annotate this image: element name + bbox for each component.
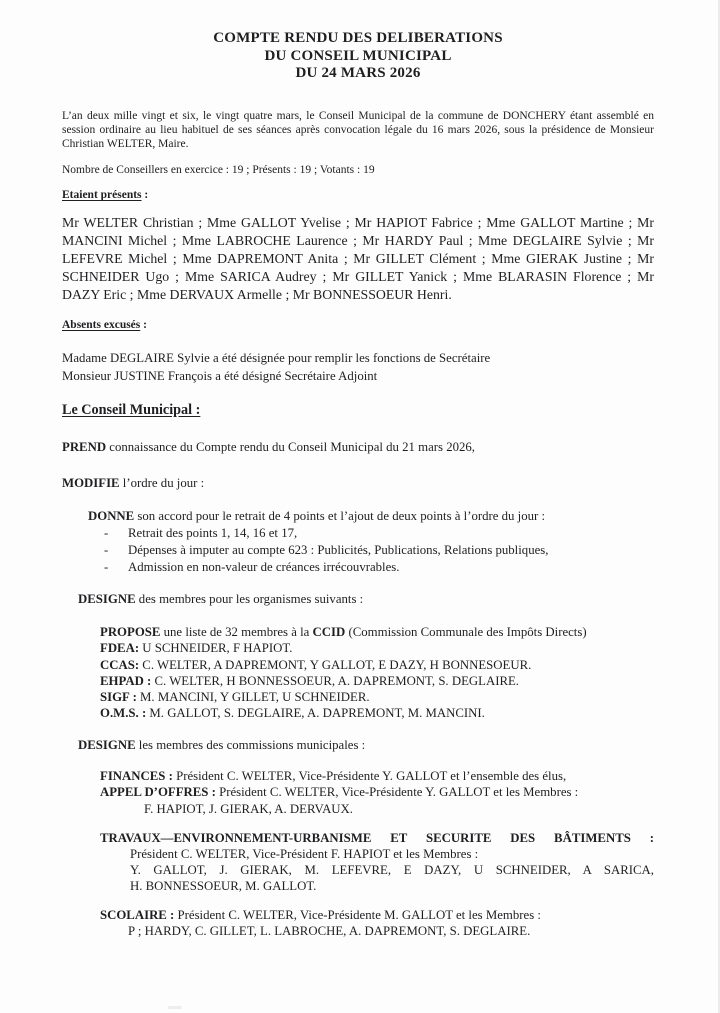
propose-lead: PROPOSE	[100, 625, 161, 640]
present-heading-text: Etaient présents	[62, 189, 142, 201]
donne-text: son accord pour le retrait de 4 points et l’ajout de deux points à l’ordre du jour :	[134, 509, 546, 524]
prend-paragraph	[62, 439, 654, 456]
prend-lead: PREND	[62, 440, 107, 455]
donne-item: - Retrait des points 1, 14, 16 et 17,	[102, 525, 654, 542]
council-heading	[62, 402, 654, 419]
commission-travaux-line1: Président C. WELTER, Vice-Président F. HAPIOT et les Membres :	[130, 846, 479, 861]
secretary-line-2: Monsieur JUSTINE François a été désigné Secrétaire Adjoint	[62, 369, 378, 384]
designe-organismes-text: des membres pour les organismes suivants :	[135, 591, 364, 606]
commission-finances-text: Président C. WELTER, Vice-Présidente Y. GALLOT et l’ensemble des élus,	[172, 769, 567, 784]
title-line-1: COMPTE RENDU DES DELIBERATIONS	[213, 30, 503, 46]
absent-heading-colon: :	[140, 319, 147, 332]
organisme-row	[100, 673, 654, 689]
propose-ccid: CCID	[312, 625, 346, 640]
commission-travaux	[100, 830, 654, 894]
organisme-label: SIGF :	[100, 689, 137, 704]
organisme-label: FDEA:	[100, 641, 140, 656]
donne-item: - Dépenses à imputer au compte 623 : Publicités, Publications, Relations publiques,	[102, 542, 654, 559]
organismes-section	[100, 624, 654, 721]
intro-paragraph: L’an deux mille vingt et six, le vingt quatre mars, le Conseil Municipal de la commune de DONCHERY étant assemblé en session ordinaire au lieu habituel de ses séances après convocation légale du 16 mars 2026, sous la présidence de Monsieur Christian WELTER, Maire.	[62, 109, 654, 150]
donne-section	[88, 508, 654, 576]
commission-finances-label: FINANCES :	[100, 769, 173, 784]
commission-travaux-line2: Y. GALLOT, J. GIERAK, M. LEFEVRE, E DAZY, U SCHNEIDER, A SARICA,	[130, 862, 654, 877]
donne-paragraph	[88, 508, 654, 525]
commission-scolaire-line1	[100, 907, 654, 923]
title-line-2: DU CONSEIL MUNICIPAL	[264, 47, 452, 64]
present-heading	[62, 188, 654, 202]
commission-scolaire-members: P ; HARDY, C. GILLET, L. LABROCHE, A. DAPREMONT, S. DEGLAIRE.	[128, 924, 531, 939]
councillor-counts: Nombre de Conseillers en exercice : 19 ; Présents : 19 ; Votants : 19	[62, 163, 375, 176]
designe-commissions-lead: DESIGNE	[78, 737, 136, 752]
commissions-section	[100, 768, 654, 939]
commission-appel-offres-label: APPEL D’OFFRES :	[100, 785, 216, 800]
organisme-members: C. WELTER, A DAPREMONT, Y GALLOT, E DAZY, H BONNESOEUR.	[139, 657, 532, 672]
commission-scolaire	[100, 907, 654, 939]
commission-travaux-label	[100, 830, 654, 846]
donne-item: - Admission en non-valeur de créances irrécouvrables.	[102, 559, 654, 576]
secretary-note	[62, 349, 654, 385]
commission-finances	[100, 768, 654, 784]
propose-text-2: (Commission Communale des Impôts Directs)	[345, 625, 587, 640]
commission-scolaire-text: Président C. WELTER, Vice-Présidente M. GALLOT et les Membres :	[174, 908, 541, 923]
propose-paragraph	[100, 624, 654, 640]
propose-text-1: une liste de 32 membres à la	[160, 625, 313, 640]
organisme-label: CCAS:	[100, 657, 140, 672]
commission-scolaire-label: SCOLAIRE :	[100, 908, 175, 923]
modifie-paragraph	[62, 475, 654, 492]
designe-commissions-paragraph	[78, 737, 654, 754]
commission-appel-offres-text: Président C. WELTER, Vice-Présidente Y. GALLOT et les Membres :	[215, 785, 579, 800]
donne-lead: DONNE	[88, 509, 135, 524]
council-heading-text: Le Conseil Municipal :	[62, 402, 201, 419]
modifie-text: l’ordre du jour :	[119, 475, 205, 490]
present-list: Mr WELTER Christian ; Mme GALLOT Yvelise ; Mr HAPIOT Fabrice ; Mme GALLOT Martine ; Mr MANCINI Michel ; Mme LABROCHE Laurence ; Mr HARDY Paul ; Mme DEGLAIRE Sylvie ; Mr LEFEVRE Michel ; Mme DAPREMONT Anita ; Mr GILLET Clément ; Mme GIERAK Justine ; Mr SCHNEIDER Ugo ; Mme SARICA Audrey ; Mr GILLET Yanick ; Mme BLARASIN Florence ; Mr DAZY Eric ; Mme DERVAUX Armelle ; Mr BONNESSOEUR Henri.	[62, 214, 654, 303]
organisme-row	[100, 705, 654, 721]
document-title	[62, 30, 654, 83]
designe-organismes-lead: DESIGNE	[78, 591, 136, 606]
organisme-row	[100, 689, 654, 705]
organisme-row	[100, 657, 654, 673]
commission-travaux-line3: H. BONNESSOEUR, M. GALLOT.	[130, 878, 317, 893]
commission-appel-offres	[100, 784, 654, 800]
title-line-3: DU 24 MARS 2026	[295, 65, 421, 81]
commission-appel-offres-members: F. HAPIOT, J. GIERAK, A. DERVAUX.	[144, 801, 353, 816]
donne-item-list	[102, 525, 654, 576]
organisme-row	[100, 640, 654, 656]
designe-commissions-text: les membres des commissions municipales :	[135, 737, 366, 752]
secretary-line-1: Madame DEGLAIRE Sylvie a été désignée pour remplir les fonctions de Secrétaire	[62, 351, 491, 366]
prend-text: connaissance du Compte rendu du Conseil Municipal du 21 mars 2026,	[106, 440, 475, 455]
designe-organismes-paragraph	[78, 591, 654, 608]
commission-travaux-label-text: TRAVAUX—ENVIRONNEMENT-URBANISME ET SECURITE DES BÂTIMENTS :	[100, 830, 654, 845]
organisme-members: M. MANCINI, Y GILLET, U SCHNEIDER.	[136, 689, 370, 704]
organisme-label: EHPAD :	[100, 673, 152, 688]
absent-heading-text: Absents excusés	[62, 319, 141, 332]
organisme-members: M. GALLOT, S. DEGLAIRE, A. DAPREMONT, M. MANCINI.	[146, 705, 485, 720]
organisme-members: U SCHNEIDER, F HAPIOT.	[139, 641, 293, 656]
absent-heading	[62, 318, 654, 332]
modifie-lead: MODIFIE	[62, 475, 120, 490]
organisme-members: C. WELTER, H BONNESSOEUR, A. DAPREMONT, S. DEGLAIRE.	[151, 673, 520, 688]
scan-artifact	[168, 1006, 182, 1009]
present-heading-colon: :	[141, 189, 149, 201]
organisme-label: O.M.S. :	[100, 705, 147, 720]
